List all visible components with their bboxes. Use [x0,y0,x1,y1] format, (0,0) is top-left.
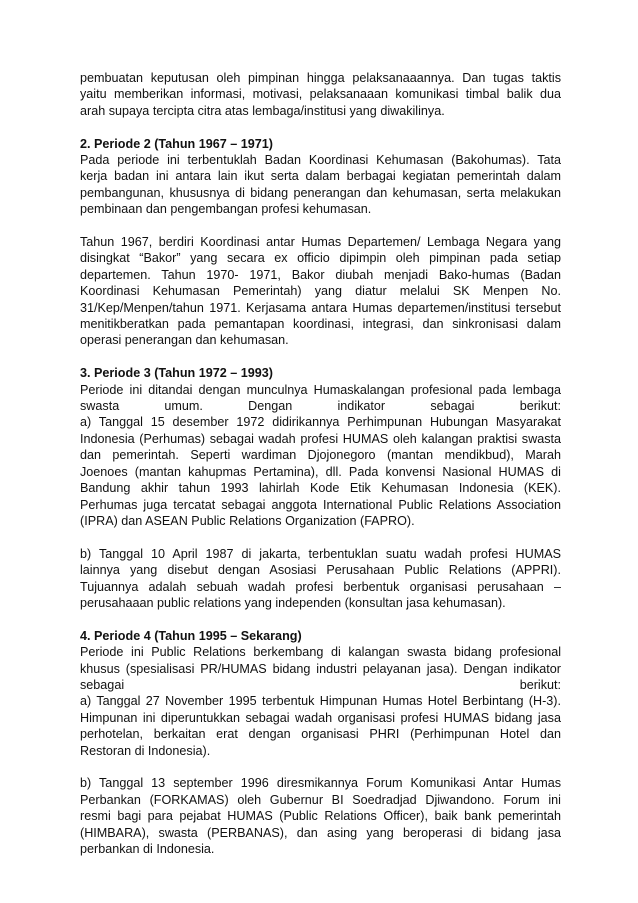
document-page [80,70,561,857]
body-paragraph [80,775,561,857]
paragraph-line: sebagai berikut: [80,677,561,692]
paragraph-line: Joenoes (mantan kahupmas Pertamina), dll. Pada konvensi Nasional HUMAS di [80,464,561,479]
paragraph-line: (HIMBARA), swasta (PERBANAS), dan asing yang beroperasi di bidang jasa [80,825,561,840]
body-paragraph [80,382,561,530]
body-paragraph [80,644,561,759]
section-heading: 4. Periode 4 (Tahun 1995 – Sekarang) [80,628,302,643]
paragraph-gap [80,349,561,365]
body-paragraph [80,234,561,349]
paragraph-line: menitikberatkan pada pemantapan koordinasi, integrasi, dan sinkronisasi dalam [80,317,561,332]
paragraph-line: disingkat “Bakor” yang secara ex officio dipimpin oleh pimpinan pada setiap [80,251,561,266]
paragraph-line: Tahun 1967, berdiri Koordinasi antar Humas Departemen/ Lembaga Negara yang [80,235,561,250]
paragraph-line: Periode ini Public Relations berkembang di kalangan swasta bidang profesional [80,645,561,660]
body-paragraph [80,70,561,119]
paragraph-gap [80,119,561,135]
section-heading: 3. Periode 3 (Tahun 1972 – 1993) [80,366,273,381]
paragraph-gap [80,529,561,545]
paragraph-line: dan pemerintah. Seperti wardiman Djojonegoro (mantan mendikbud), Marah [80,448,561,463]
paragraph-line: Perhumas juga tercatat sebagai anggota International Public Relations Association [80,497,561,512]
paragraph-line: a) Tanggal 27 November 1995 terbentuk Himpunan Humas Hotel Berbintang (H-3). [80,694,561,709]
paragraph-line: Periode ini ditandai dengan munculnya Humaskalangan profesional pada lembaga [80,382,561,397]
paragraph-line: arah supaya tercipta citra atas lembaga/institusi yang diwakilinya. [80,103,445,118]
paragraph-line: perhotelan, berkaitan erat dengan organisasi PHRI (Perhimpunan Hotel dan [80,727,561,742]
paragraph-line: Tujuannya adalah sebuah wadah profesi berbentuk organisasi perusahaan – [80,579,561,594]
paragraph-line: pembuatan keputusan oleh pimpinan hingga pelaksanaaannya. Dan tugas taktis [80,71,561,85]
paragraph-line: b) Tanggal 13 september 1996 diresmikannya Forum Komunikasi Antar Humas [80,776,561,791]
paragraph-line: khusus (spesialisasi PR/HUMAS bidang industri pelayanan jasa). Dengan indikator [80,661,561,676]
paragraph-gap [80,218,561,234]
paragraph-gap [80,611,561,627]
body-paragraph [80,546,561,612]
paragraph-line: pembangunan, khususnya di bidang penerangan dan kehumasan, serta melakukan [80,185,561,200]
paragraph-line: operasi penerangan dan kehumasan. [80,333,289,348]
paragraph-line: kerja badan ini antara lain ikut serta dalam berbagai kegiatan pemerintah dalam [80,169,561,184]
paragraph-line: resmi bagi para pejabat HUMAS (Public Relations Officer), baik bank pemerintah [80,809,561,824]
paragraph-line: Koordinasi Kehumasan Pemerintah) yang diatur melalui SK Menpen No. [80,284,561,299]
paragraph-line: swasta umum. Dengan indikator sebagai berikut: [80,399,561,414]
paragraph-line: departemen. Tahun 1970- 1971, Bakor diubah menjadi Bako-humas (Badan [80,267,561,282]
paragraph-line: yaitu memberikan informasi, motivasi, pelaksanaaan komunikasi timbal balik dua [80,87,561,102]
paragraph-line: Restoran di Indonesia). [80,743,211,758]
paragraph-line: 31/Kep/Menpen/tahun 1971. Kerjasama antara Humas departemen/institusi tersebut [80,300,561,315]
paragraph-line: Himpunan ini diperuntukkan sebagai wadah organisasi profesi HUMAS bidang jasa [80,710,561,725]
section-heading: 2. Periode 2 (Tahun 1967 – 1971) [80,136,273,151]
body-paragraph [80,152,561,218]
paragraph-line: Pada periode ini terbentuklah Badan Koordinasi Kehumasan (Bakohumas). Tata [80,153,561,168]
paragraph-gap [80,759,561,775]
paragraph-line: (IPRA) dan ASEAN Public Relations Organization (FAPRO). [80,513,415,528]
paragraph-line: a) Tanggal 15 desember 1972 didirikannya Perhimpunan Hubungan Masyarakat [80,415,561,430]
paragraph-line: pembinaan dan pengembangan profesi kehumasan. [80,202,372,217]
paragraph-line: lainnya yang disebut dengan Asosiasi Perusahaan Public Relations (APPRI). [80,563,561,578]
paragraph-line: Bandung akhir tahun 1993 lahirlah Kode Etik Kehumasan Indonesia (KEK). [80,481,561,496]
paragraph-line: b) Tanggal 10 April 1987 di jakarta, terbentuklan suatu wadah profesi HUMAS [80,546,561,561]
paragraph-line: Indonesia (Perhumas) sebagai wadah profesi HUMAS oleh kalangan praktisi swasta [80,431,561,446]
paragraph-line: Perbankan (FORKAMAS) oleh Gubernur BI Soedradjad Djiwandono. Forum ini [80,792,561,807]
paragraph-line: perusahaaan public relations yang independen (konsultan jasa kehumasan). [80,595,506,610]
paragraph-line: perbankan di Indonesia. [80,842,215,856]
